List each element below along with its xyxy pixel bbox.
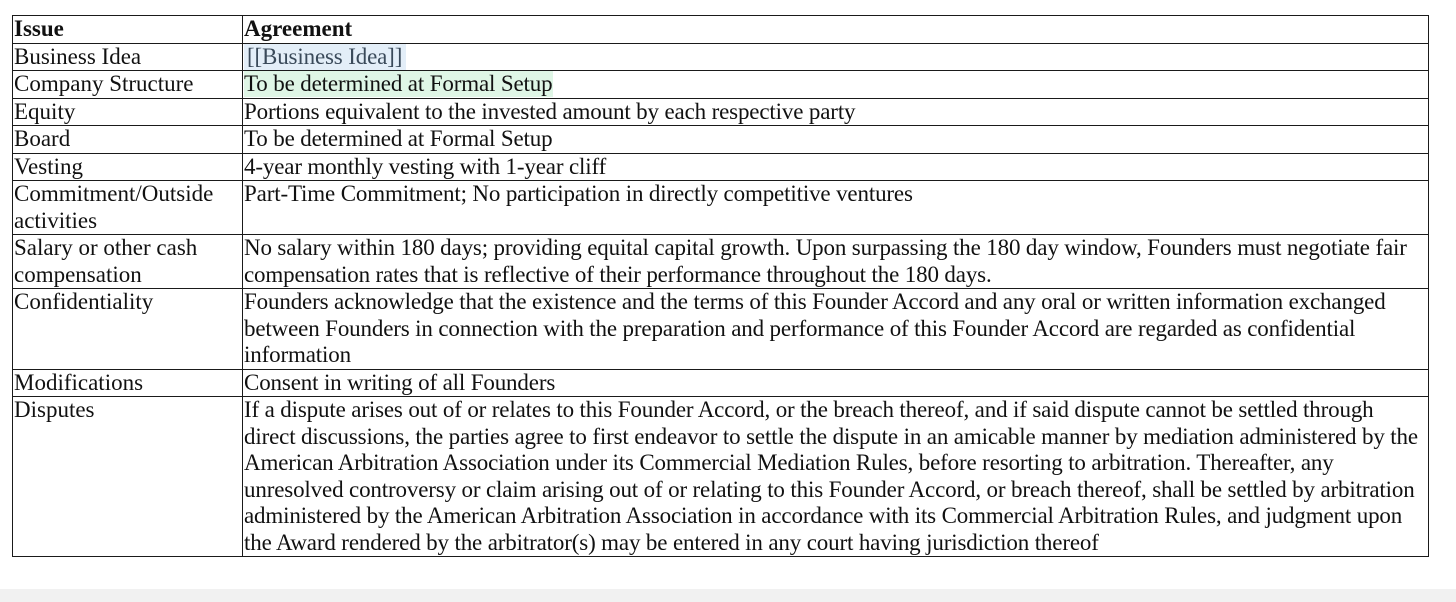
- issue-cell: Salary or other cash compensation: [13, 235, 243, 289]
- table-row: [13, 98, 1429, 126]
- highlighted-text: To be determined at Formal Setup: [244, 71, 553, 96]
- agreement-cell: If a dispute arises out of or relates to this Founder Accord, or the breach thereof, and if said dispute cannot be settled through direct discussions, the parties agree to first endeavor to settle the dispute in an amicable manner by mediation administered by the American Arbitration Association under its Commercial Mediation Rules, before resorting to arbitration. Thereafter, any unresolved controversy or claim arising out of or relating to this Founder Accord, or breach thereof, shall be settled by arbitration administered by the American Arbitration Association in accordance with its Commercial Arbitration Rules, and judgment upon the Award rendered by the arbitrator(s) may be entered in any court having jurisdiction thereof: [243, 397, 1429, 557]
- agreement-cell: [243, 71, 1429, 99]
- agreement-cell: 4-year monthly vesting with 1-year cliff: [243, 153, 1429, 181]
- issue-cell: Business Idea: [13, 43, 243, 71]
- table-row: [13, 289, 1429, 370]
- table-header-row: [13, 16, 1429, 44]
- issue-cell: Vesting: [13, 153, 243, 181]
- header-issue: Issue: [13, 16, 243, 44]
- table-row: [13, 43, 1429, 71]
- agreement-cell: Part-Time Commitment; No participation in directly competitive ventures: [243, 181, 1429, 235]
- agreement-cell: [243, 43, 1429, 71]
- agreement-cell: To be determined at Formal Setup: [243, 126, 1429, 154]
- page-bottom-band: [0, 589, 1456, 602]
- agreement-cell: No salary within 180 days; providing equital capital growth. Upon surpassing the 180 day window, Founders must negotiate fair compensation rates that is reflective of their performance throughout the 180 days.: [243, 235, 1429, 289]
- table-row: [13, 181, 1429, 235]
- issue-cell: Company Structure: [13, 71, 243, 99]
- agreement-cell: Founders acknowledge that the existence and the terms of this Founder Accord and any oral or written information exchanged between Founders in connection with the preparation and performance of this Founder Accord are regarded as confidential information: [243, 289, 1429, 370]
- issue-cell: Disputes: [13, 397, 243, 557]
- table-row: [13, 369, 1429, 397]
- issue-cell: Board: [13, 126, 243, 154]
- agreement-cell: Consent in writing of all Founders: [243, 369, 1429, 397]
- issue-cell: Confidentiality: [13, 289, 243, 370]
- table-row: [13, 126, 1429, 154]
- founder-accord-table: [12, 15, 1429, 557]
- agreement-cell: Portions equivalent to the invested amount by each respective party: [243, 98, 1429, 126]
- table-row: [13, 397, 1429, 557]
- issue-cell: Commitment/Outside activities: [13, 181, 243, 235]
- header-agreement: Agreement: [243, 16, 1429, 44]
- table-row: [13, 71, 1429, 99]
- business-idea-placeholder[interactable]: [[Business Idea]]: [244, 44, 406, 70]
- issue-cell: Equity: [13, 98, 243, 126]
- table-row: [13, 153, 1429, 181]
- table-row: [13, 235, 1429, 289]
- issue-cell: Modifications: [13, 369, 243, 397]
